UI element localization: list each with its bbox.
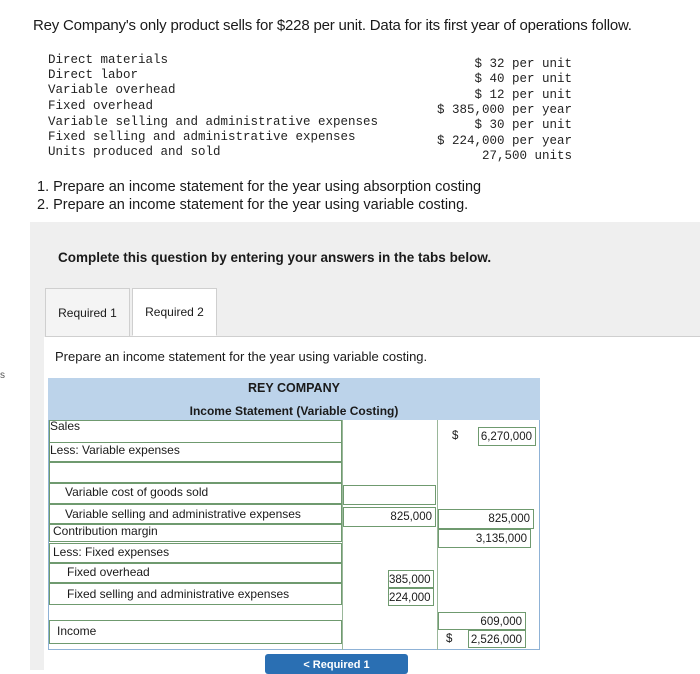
company-name: REY COMPANY xyxy=(248,381,340,395)
task-1: 1. Prepare an income statement for the year using absorption costing xyxy=(37,179,482,195)
total-fixed-expenses-field[interactable]: 609,000 xyxy=(438,612,526,630)
contribution-margin-amount-field[interactable]: 3,135,000 xyxy=(438,529,531,548)
income-dollar-sign: $ xyxy=(446,633,453,645)
income-label: Income xyxy=(57,624,97,638)
fixed-sga-amount-field[interactable]: 224,000 xyxy=(388,588,434,606)
income-amount-field[interactable]: 2,526,000 xyxy=(468,630,526,648)
blank-label-field[interactable] xyxy=(49,462,342,483)
less-fixed-label: Less: Fixed expenses xyxy=(53,545,170,559)
column-divider-1 xyxy=(342,420,343,650)
total-variable-expenses-field[interactable]: 825,000 xyxy=(438,509,534,529)
sales-amount-field[interactable]: 6,270,000 xyxy=(478,427,536,446)
data-value-variable-overhead: $ 12 per unit xyxy=(474,88,572,102)
data-label-units: Units produced and sold xyxy=(48,145,221,159)
data-value-units: 27,500 units xyxy=(481,149,572,163)
variable-sga-label: Variable selling and administrative expenses xyxy=(65,507,301,521)
task-2: 2. Prepare an income statement for the year using variable costing. xyxy=(37,197,469,213)
data-value-fixed-sga: $ 224,000 per year xyxy=(436,134,572,148)
data-label-fixed-sga: Fixed selling and administrative expenses xyxy=(48,130,356,144)
previous-required-button[interactable]: < Required 1 xyxy=(265,654,408,674)
data-label-variable-overhead: Variable overhead xyxy=(48,83,176,97)
side-mark: s xyxy=(0,370,5,381)
data-value-variable-sga: $ 30 per unit xyxy=(474,118,572,132)
contribution-margin-label: Contribution margin xyxy=(53,524,158,538)
data-label-fixed-overhead: Fixed overhead xyxy=(48,99,154,113)
variable-cogs-amount-field[interactable] xyxy=(343,485,436,505)
variable-sga-amount-field[interactable]: 825,000 xyxy=(343,507,436,527)
fixed-overhead-amount-field[interactable]: 385,000 xyxy=(388,570,434,588)
sales-label: Sales xyxy=(50,419,81,433)
data-value-direct-materials: $ 32 per unit xyxy=(474,57,572,71)
complete-instruction: Complete this question by entering your answers in the tabs below. xyxy=(58,250,492,265)
data-value-fixed-overhead: $ 385,000 per year xyxy=(436,103,572,117)
data-label-direct-labor: Direct labor xyxy=(48,68,139,82)
problem-prompt: Rey Company's only product sells for $228 per unit. Data for its first year of operations follow. xyxy=(33,17,632,34)
fixed-sga-label: Fixed selling and administrative expenses xyxy=(67,587,290,601)
data-label-direct-materials: Direct materials xyxy=(48,53,169,67)
tab-required-2[interactable]: Required 2 xyxy=(132,288,217,336)
tab-required-1[interactable]: Required 1 xyxy=(45,288,130,336)
tab-instruction: Prepare an income statement for the year using variable costing. xyxy=(55,349,428,364)
sales-dollar-sign: $ xyxy=(452,430,459,442)
statement-title: Income Statement (Variable Costing) xyxy=(189,404,399,418)
data-value-direct-labor: $ 40 per unit xyxy=(474,72,572,86)
fixed-overhead-label: Fixed overhead xyxy=(67,565,150,579)
variable-cogs-label: Variable cost of goods sold xyxy=(65,485,209,499)
less-variable-label: Less: Variable expenses xyxy=(50,443,180,457)
data-label-variable-sga: Variable selling and administrative expenses xyxy=(48,115,379,129)
